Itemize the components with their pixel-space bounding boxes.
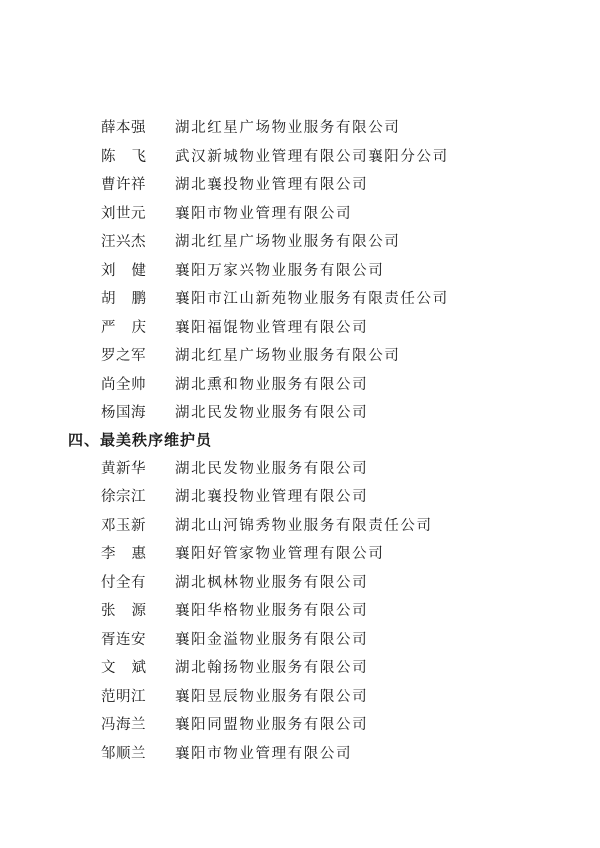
list-item [0,171,600,200]
awardee-company: 襄阳好管家物业管理有限公司 [175,546,385,562]
awardee-list-group-three [0,114,600,428]
awardee-name: 严庆 [101,319,162,336]
awardee-name: 陈飞 [101,148,162,165]
list-item [0,483,600,512]
awardee-company: 湖北红星广场物业服务有限公司 [175,234,401,250]
awardee-company: 襄阳金溢物业服务有限公司 [175,631,369,648]
list-item [0,740,600,769]
awardee-name: 范明江 [101,688,146,705]
list-item [0,285,600,314]
awardee-name: 李惠 [101,546,162,562]
awardee-company: 湖北红星广场物业服务有限公司 [175,348,401,364]
awardee-name: 邓玉新 [101,517,146,534]
list-item [0,597,600,626]
list-item [0,314,600,343]
awardee-name: 杨国海 [101,405,146,421]
awardee-company: 湖北山河锦秀物业服务有限责任公司 [175,517,433,534]
awardee-name: 胥连安 [101,631,146,648]
awardee-name: 张源 [101,603,162,619]
awardee-company: 襄阳市物业管理有限公司 [175,745,353,762]
awardee-company: 襄阳万家兴物业服务有限公司 [175,262,385,279]
list-item [0,512,600,541]
awardee-company: 襄阳华格物业服务有限公司 [175,603,369,619]
awardee-company: 湖北民发物业服务有限公司 [175,405,369,421]
awardee-name: 汪兴杰 [101,234,146,250]
awardee-company: 襄阳市物业管理有限公司 [175,205,353,222]
awardee-company: 湖北民发物业服务有限公司 [175,460,369,477]
awardee-name: 邹顺兰 [101,745,146,762]
awardee-company: 湖北翰扬物业服务有限公司 [175,660,369,676]
awardee-name: 曹许祥 [101,177,146,193]
list-item [0,200,600,229]
list-item [0,228,600,257]
awardee-company: 湖北襄投物业管理有限公司 [175,489,369,505]
list-item [0,683,600,712]
awardee-name: 尚全帅 [101,376,146,393]
awardee-name: 胡鹏 [101,291,162,307]
list-item [0,455,600,484]
list-item [0,342,600,371]
awardee-company: 襄阳同盟物业服务有限公司 [175,717,369,733]
awardee-company: 湖北枫林物业服务有限公司 [175,574,369,591]
list-item [0,143,600,172]
list-item [0,114,600,143]
list-item [0,711,600,740]
awardee-company: 湖北襄投物业管理有限公司 [175,177,369,193]
awardee-name: 罗之军 [101,348,146,364]
list-item [0,569,600,598]
list-item [0,371,600,400]
section-heading-four: 四、最美秩序维护员 [68,431,213,449]
awardee-list-section-four [0,455,600,769]
list-item [0,654,600,683]
awardee-name: 刘健 [101,262,162,279]
awardee-name: 冯海兰 [101,717,146,733]
awardee-name: 黄新华 [101,460,146,477]
awardee-name: 付全有 [101,574,146,591]
list-item [0,257,600,286]
awardee-company: 武汉新城物业管理有限公司襄阳分公司 [175,148,449,165]
awardee-company: 湖北红星广场物业服务有限公司 [175,120,401,136]
awardee-name: 刘世元 [101,205,146,222]
awardee-name: 薛本强 [101,120,146,136]
awardee-company: 襄阳福馄物业管理有限公司 [175,319,369,336]
list-item [0,540,600,569]
list-item [0,626,600,655]
awardee-company: 襄阳市江山新苑物业服务有限责任公司 [175,291,449,307]
awardee-name: 文斌 [101,660,162,676]
awardee-company: 襄阳昱辰物业服务有限公司 [175,688,369,705]
list-item [0,399,600,428]
awardee-company: 湖北熏和物业服务有限公司 [175,376,369,393]
awardee-name: 徐宗江 [101,489,146,505]
